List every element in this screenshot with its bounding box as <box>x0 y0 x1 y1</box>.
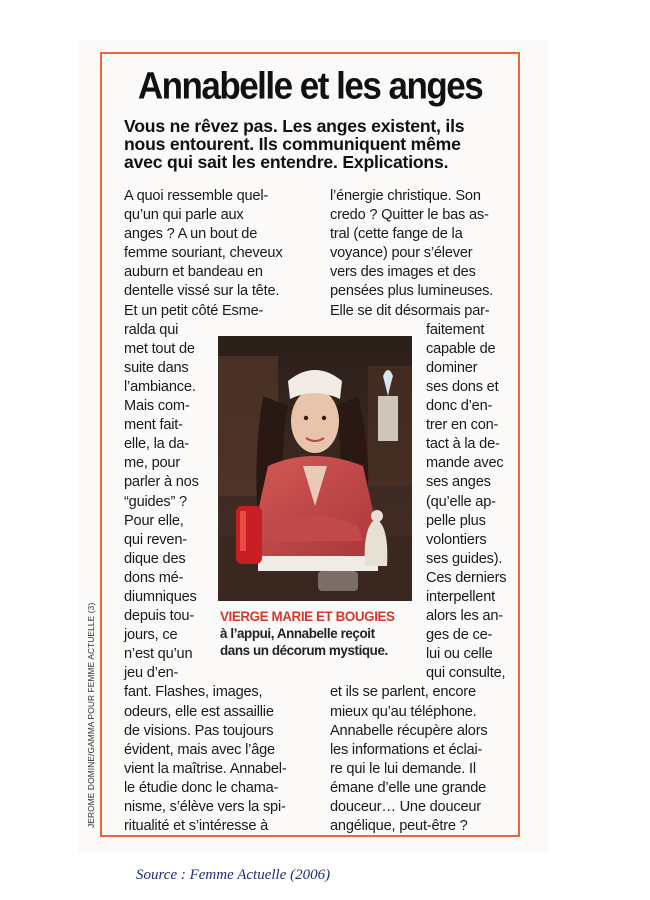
column-2-line: et ils se parlent, encore <box>330 684 476 701</box>
column-2-line: volontiers <box>426 531 487 548</box>
source-note: Source : Femme Actuelle (2006) <box>136 867 331 883</box>
column-1-line: femme souriant, cheveux <box>124 245 283 262</box>
column-2-line: angélique, peut-être ? <box>330 818 468 835</box>
intro-line: Vous ne rêvez pas. Les anges existent, ils <box>124 116 465 136</box>
column-1-line: n’est qu’un <box>124 646 193 663</box>
column-2-line: faitement <box>426 321 485 338</box>
column-2-line: capable de <box>426 340 496 357</box>
column-1-line: ralda qui <box>124 321 179 338</box>
column-2-line: ses dons et <box>426 378 499 395</box>
column-1-line: Pour elle, <box>124 512 184 529</box>
intro-line: nous entourent. Ils communiquent même <box>124 134 461 154</box>
column-1-line: ment fait- <box>124 417 183 434</box>
column-1-line: vient la maîtrise. Annabel- <box>124 760 287 777</box>
column-1-line: elle, la da- <box>124 436 189 453</box>
article-photo <box>218 336 412 601</box>
caption-line: dans un décorum mystique. <box>220 643 388 658</box>
column-1-line: fant. Flashes, images, <box>124 684 263 701</box>
column-2-line: credo ? Quitter le bas as- <box>330 207 489 224</box>
column-2-line: voyance) pour s’élever <box>330 245 473 262</box>
column-1-line: qu’un qui parle aux <box>124 207 244 224</box>
column-1-line: jeu d’en- <box>124 665 179 682</box>
column-1-line: jours, ce <box>124 627 178 644</box>
column-1-line: nisme, s’élève vers la spi- <box>124 799 286 815</box>
column-2-line: pelle plus <box>426 512 486 529</box>
article-title: Annabelle et les anges <box>137 65 483 108</box>
column-1-line: évident, mais avec l’âge <box>124 741 275 758</box>
column-2-line: trer en con- <box>426 417 499 434</box>
column-1-line: l’ambiance. <box>124 378 196 395</box>
column-2-line: donc d’en- <box>426 398 493 415</box>
column-1-line: diumniques <box>124 588 197 605</box>
column-1-line: A quoi ressemble quel- <box>124 188 269 204</box>
column-2-line: qui consulte, <box>426 665 506 682</box>
column-1-line: le étudie donc le chama- <box>124 779 279 796</box>
column-2-line: Elle se dit désormais par- <box>330 302 490 319</box>
column-2-line: tral (cette fange de la <box>330 226 463 243</box>
column-2-line: re qui le lui demande. Il <box>330 760 476 777</box>
column-2-line: lui ou celle <box>426 646 493 663</box>
column-1-line: qui reven- <box>124 531 187 548</box>
intro-line: avec qui sait les entendre. Explications. <box>124 152 449 172</box>
column-2-line: douceur… Une douceur <box>330 799 481 815</box>
column-2-line: Ces derniers <box>426 569 507 586</box>
column-1-line: odeurs, elle est assaillie <box>124 703 274 720</box>
column-1-line: anges ? A un bout de <box>124 226 258 243</box>
column-2-line: Annabelle récupère alors <box>330 722 488 739</box>
column-2-line: mande avec <box>426 455 504 472</box>
column-1-line: ritualité et s’intéresse à <box>124 818 269 835</box>
column-1-line: “guides” ? <box>124 493 187 510</box>
column-1-line: suite dans <box>124 359 189 376</box>
column-2-line: ges de ce- <box>426 627 493 644</box>
column-2-line: dominer <box>426 359 478 376</box>
column-2-line: les informations et éclai- <box>330 741 483 758</box>
column-2-line: vers des images et des <box>330 264 476 281</box>
photo-credit: JEROME DOMINE/GAMMA POUR FEMME ACTUELLE (3) <box>86 602 96 828</box>
column-2-line: mieux qu’au téléphone. <box>330 703 477 720</box>
column-2-line: alors les an- <box>426 608 503 625</box>
column-2-line: interpellent <box>426 588 495 605</box>
column-2-line: tact à la de- <box>426 436 500 453</box>
column-1-line: parler à nos <box>124 474 199 491</box>
column-1-line: depuis tou- <box>124 608 195 625</box>
column-1-line: dons mé- <box>124 569 184 586</box>
column-2-line: l’énergie christique. Son <box>330 188 481 204</box>
column-2-line: (qu’elle ap- <box>426 493 496 510</box>
column-2-line: pensées plus lumineuses. <box>330 283 494 300</box>
column-1-line: de visions. Pas toujours <box>124 722 274 739</box>
column-1-line: Et un petit côté Esme- <box>124 302 264 319</box>
column-1-line: Mais com- <box>124 398 190 415</box>
column-2-line: ses anges <box>426 474 491 491</box>
column-2-line: émane d’elle une grande <box>330 779 487 796</box>
caption-title: VIERGE MARIE ET BOUGIES <box>220 609 395 624</box>
column-1-line: dentelle vissé sur la tête. <box>124 283 280 300</box>
column-1-line: auburn et bandeau en <box>124 264 263 281</box>
article-intro <box>124 117 514 171</box>
column-1-line: dique des <box>124 550 186 567</box>
caption-line: à l’appui, Annabelle reçoit <box>220 626 375 641</box>
column-1-line: met tout de <box>124 340 195 357</box>
column-1-line: me, pour <box>124 455 180 472</box>
column-2-line: ses guides). <box>426 550 503 567</box>
photo-caption <box>220 608 420 659</box>
